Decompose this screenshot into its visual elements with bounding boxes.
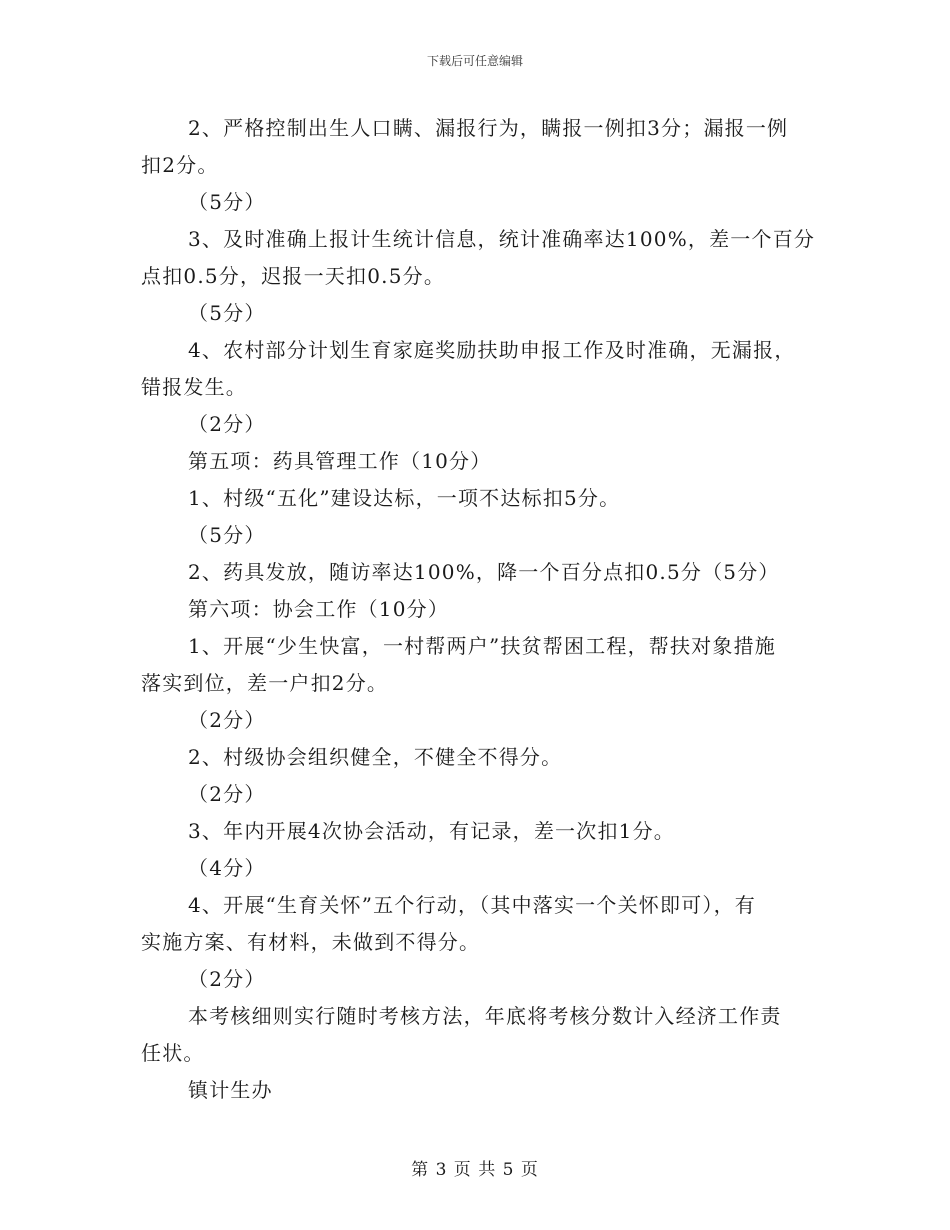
paragraph-line: （2分） (188, 967, 266, 991)
paragraph-line: 实施方案、有材料，未做到不得分。 (141, 930, 481, 954)
paragraph-line: （2分） (188, 412, 266, 436)
document-body (141, 110, 816, 1109)
paragraph-line: （2分） (188, 708, 266, 732)
paragraph-line: 落实到位，差一户扣2分。 (141, 671, 389, 695)
page-footer: 第 3 页 共 5 页 (411, 1160, 539, 1180)
paragraph-line: 本考核细则实行随时考核方法，年底将考核分数计入经济工作责 (188, 1004, 782, 1028)
paragraph-line: 点扣0.5分，迟报一天扣0.5分。 (141, 264, 446, 288)
paragraph-line: （2分） (188, 782, 266, 806)
paragraph-line: （5分） (188, 301, 266, 325)
paragraph-line: 1、村级“五化”建设达标，一项不达标扣5分。 (188, 486, 621, 510)
paragraph-line: （5分） (188, 523, 266, 547)
paragraph-line: 3、年内开展4次协会活动，有记录，差一次扣1分。 (188, 819, 675, 843)
paragraph-line: （4分） (188, 856, 266, 880)
paragraph-line: 任状。 (141, 1041, 205, 1065)
signature-line: 镇计生办 (188, 1078, 273, 1102)
paragraph-line: 2、严格控制出生人口瞒、漏报行为，瞒报一例扣3分；漏报一例 (188, 116, 789, 140)
paragraph-line: 4、开展“生育关怀”五个行动，（其中落实一个关怀即可），有 (188, 893, 756, 917)
page-header: 下载后可任意编辑 (426, 54, 523, 68)
paragraph-line: （5分） (188, 190, 266, 214)
section-heading: 第五项：药具管理工作（10分） (188, 449, 492, 473)
paragraph-line: 2、村级协会组织健全，不健全不得分。 (188, 745, 563, 769)
paragraph-line: 3、及时准确上报计生统计信息，统计准确率达100%，差一个百分 (188, 227, 816, 251)
section-heading: 第六项：协会工作（10分） (188, 597, 450, 621)
paragraph-line: 扣2分。 (141, 153, 219, 177)
paragraph-line: 1、开展“少生快富，一村帮两户”扶贫帮困工程，帮扶对象措施 (188, 634, 776, 658)
paragraph-line: 4、农村部分计划生育家庭奖励扶助申报工作及时准确，无漏报， (188, 338, 796, 362)
paragraph-line: 错报发生。 (141, 375, 247, 399)
paragraph-line: 2、药具发放，随访率达100%，降一个百分点扣0.5分（5分） (188, 560, 780, 584)
